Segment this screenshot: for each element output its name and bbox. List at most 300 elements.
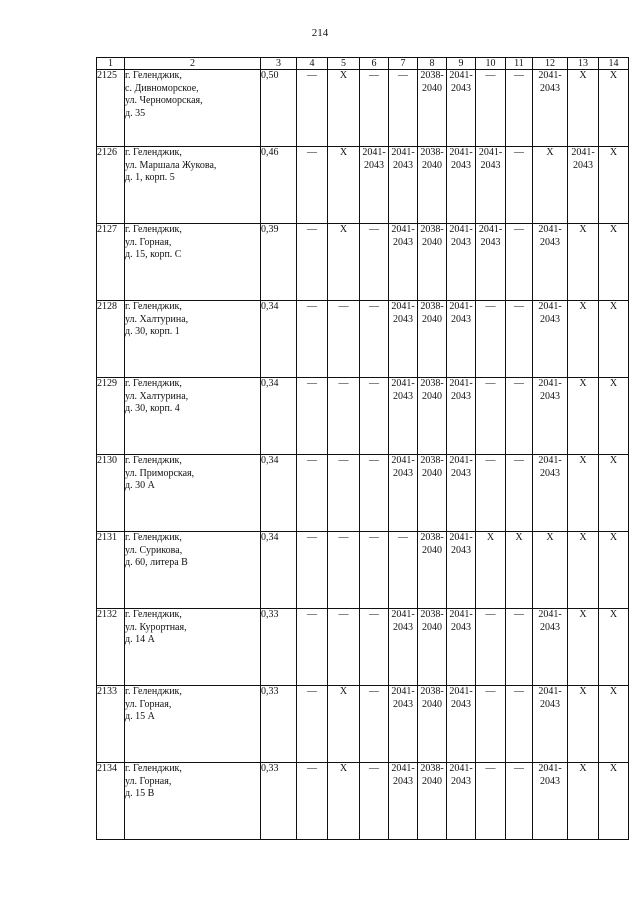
cell-text: —: [369, 224, 379, 235]
cell-text: X: [546, 532, 554, 543]
address-cell: [125, 763, 261, 840]
cell-text: —: [514, 224, 524, 235]
address-line: г. Геленджик,: [125, 70, 182, 81]
cell-text: —: [514, 70, 524, 81]
column-8-cell: [418, 70, 447, 147]
column-5-cell: [328, 147, 360, 224]
cell-text: X: [609, 301, 618, 312]
header-cell: 7: [389, 58, 418, 70]
cell-text: 2038-: [420, 686, 444, 697]
address-cell: [125, 455, 261, 532]
column-4-cell: [297, 455, 328, 532]
cell-text: —: [398, 532, 408, 543]
cell-text: 2043: [540, 313, 560, 325]
column-13-cell: [568, 686, 599, 763]
cell-text: 2041-: [391, 763, 415, 774]
header-row: [97, 58, 629, 70]
table-row: [97, 763, 629, 840]
column-11-cell: [506, 224, 533, 301]
cell-text: 2040: [422, 775, 442, 787]
column-11-cell: [506, 686, 533, 763]
column-12-cell: [533, 686, 568, 763]
cell-text: —: [485, 455, 496, 466]
cell-text: 2043: [451, 313, 471, 325]
address-line: г. Геленджик,: [125, 763, 182, 774]
column-8-cell: [418, 763, 447, 840]
cell-text: 2040: [422, 159, 442, 171]
column-6-cell: [360, 532, 389, 609]
cell-text: 2041-: [391, 301, 415, 312]
cell-text: 2043: [451, 621, 471, 633]
address-cell: [125, 378, 261, 455]
address-cell: [125, 609, 261, 686]
cell-text: —: [338, 455, 349, 466]
address-line: ул. Сурикова,: [125, 544, 183, 556]
column-8-cell: [418, 378, 447, 455]
address-line: г. Геленджик,: [125, 609, 182, 620]
table-row: [97, 378, 629, 455]
cell-text: X: [579, 301, 587, 312]
address-line: г. Геленджик,: [125, 147, 182, 158]
column-5-cell: [328, 224, 360, 301]
value-cell: 0,34: [261, 455, 297, 532]
address-line: ул. Халтурина,: [125, 313, 189, 325]
table-row: [97, 455, 629, 532]
column-7-cell: [389, 224, 418, 301]
cell-text: 2041-: [478, 147, 503, 158]
cell-text: 2041-: [449, 532, 473, 543]
cell-text: 2043: [540, 82, 560, 94]
address-line: г. Геленджик,: [125, 224, 182, 235]
column-4-cell: [297, 70, 328, 147]
column-6-cell: [360, 609, 389, 686]
cell-text: 2043: [451, 775, 471, 787]
cell-text: —: [369, 763, 379, 774]
column-9-cell: [447, 224, 476, 301]
column-11-cell: [506, 455, 533, 532]
cell-text: —: [307, 609, 317, 620]
value-cell: 0,33: [261, 763, 297, 840]
cell-text: X: [609, 147, 618, 158]
column-9-cell: [447, 455, 476, 532]
column-12-cell: [533, 532, 568, 609]
cell-text: 2043: [451, 159, 471, 171]
cell-text: 2043: [393, 621, 413, 633]
row-number-cell: 2127: [97, 224, 125, 301]
cell-text: —: [514, 763, 524, 774]
cell-text: —: [307, 686, 317, 697]
cell-text: 2041-: [449, 378, 473, 389]
column-12-cell: [533, 455, 568, 532]
column-8-cell: [418, 301, 447, 378]
cell-text: 2041-: [391, 224, 415, 235]
address-line: д. 60, литера В: [125, 557, 188, 568]
column-10-cell: [476, 301, 506, 378]
value-cell: 0,46: [261, 147, 297, 224]
cell-text: X: [579, 224, 587, 235]
row-number-cell: 2128: [97, 301, 125, 378]
column-9-cell: [447, 147, 476, 224]
column-5-cell: [328, 455, 360, 532]
column-10-cell: [476, 378, 506, 455]
cell-text: —: [307, 70, 317, 81]
column-9-cell: [447, 532, 476, 609]
cell-text: 2040: [422, 544, 442, 556]
cell-text: 2043: [540, 467, 560, 479]
cell-text: X: [609, 70, 618, 81]
cell-text: 2038-: [420, 224, 444, 235]
address-line: ул. Горная,: [125, 236, 172, 248]
value-cell: 0,50: [261, 70, 297, 147]
row-number-cell: 2132: [97, 609, 125, 686]
column-13-cell: [568, 532, 599, 609]
column-4-cell: [297, 378, 328, 455]
header-cell: 12: [533, 58, 568, 70]
cell-text: —: [307, 224, 317, 235]
column-7-cell: [389, 609, 418, 686]
cell-text: 2043: [540, 236, 560, 248]
cell-text: —: [369, 609, 379, 620]
column-14-cell: [599, 532, 629, 609]
address-line: ул. Маршала Жукова,: [125, 159, 217, 171]
header-cell: 3: [261, 58, 297, 70]
cell-text: 2043: [540, 698, 560, 710]
cell-text: 2043: [364, 159, 384, 171]
column-4-cell: [297, 147, 328, 224]
column-5-cell: [328, 378, 360, 455]
column-10-cell: [476, 147, 506, 224]
column-7-cell: [389, 70, 418, 147]
cell-text: 2041-: [391, 609, 415, 620]
cell-text: —: [369, 301, 379, 312]
column-7-cell: [389, 301, 418, 378]
column-13-cell: [568, 301, 599, 378]
value-cell: 0,33: [261, 609, 297, 686]
column-10-cell: [476, 455, 506, 532]
column-14-cell: [599, 763, 629, 840]
cell-text: —: [369, 532, 379, 543]
column-13-cell: [568, 147, 599, 224]
column-11-cell: [506, 609, 533, 686]
cell-text: 2038-: [420, 532, 444, 543]
cell-text: —: [485, 609, 496, 620]
column-14-cell: [599, 70, 629, 147]
cell-text: 2040: [422, 82, 442, 94]
cell-text: X: [609, 532, 618, 543]
cell-text: 2038-: [420, 378, 444, 389]
table-row: [97, 224, 629, 301]
address-line: д. 15 А: [125, 711, 155, 722]
column-9-cell: [447, 609, 476, 686]
header-cell: 13: [568, 58, 599, 70]
table-row: [97, 70, 629, 147]
cell-text: 2038-: [420, 147, 444, 158]
cell-text: —: [307, 532, 317, 543]
cell-text: 2041-: [538, 455, 562, 466]
cell-text: 2043: [540, 621, 560, 633]
header-cell: 11: [506, 58, 533, 70]
row-number-cell: 2125: [97, 70, 125, 147]
cell-text: X: [339, 224, 348, 235]
column-10-cell: [476, 609, 506, 686]
address-cell: [125, 532, 261, 609]
cell-text: X: [609, 763, 618, 774]
cell-text: —: [398, 70, 408, 81]
column-5-cell: [328, 301, 360, 378]
column-10-cell: [476, 686, 506, 763]
column-12-cell: [533, 763, 568, 840]
column-4-cell: [297, 763, 328, 840]
cell-text: 2038-: [420, 609, 444, 620]
column-6-cell: [360, 301, 389, 378]
column-5-cell: [328, 686, 360, 763]
cell-text: 2041-: [449, 147, 473, 158]
address-line: ул. Халтурина,: [125, 390, 189, 402]
column-8-cell: [418, 147, 447, 224]
column-14-cell: [599, 378, 629, 455]
column-14-cell: [599, 455, 629, 532]
address-line: д. 1, корп. 5: [125, 172, 175, 183]
address-line: г. Геленджик,: [125, 301, 182, 312]
cell-text: —: [514, 147, 524, 158]
value-cell: 0,34: [261, 378, 297, 455]
cell-text: —: [369, 686, 379, 697]
column-9-cell: [447, 70, 476, 147]
cell-text: 2040: [422, 390, 442, 402]
address-line: ул. Горная,: [125, 698, 172, 710]
cell-text: 2040: [422, 313, 442, 325]
column-5-cell: [328, 532, 360, 609]
address-line: ул. Курортная,: [125, 621, 187, 633]
column-11-cell: [506, 70, 533, 147]
header-cell: 8: [418, 58, 447, 70]
address-line: с. Дивноморское,: [125, 82, 199, 94]
column-10-cell: [476, 763, 506, 840]
column-6-cell: [360, 686, 389, 763]
cell-text: 2043: [451, 698, 471, 710]
cell-text: —: [307, 301, 317, 312]
cell-text: —: [307, 378, 317, 389]
cell-text: 2038-: [420, 70, 444, 81]
column-11-cell: [506, 763, 533, 840]
cell-text: 2043: [393, 467, 413, 479]
column-12-cell: [533, 70, 568, 147]
column-4-cell: [297, 224, 328, 301]
address-line: д. 14 А: [125, 634, 155, 645]
header-cell: 2: [125, 58, 261, 70]
column-12-cell: [533, 378, 568, 455]
cell-text: X: [339, 70, 348, 81]
row-number-cell: 2130: [97, 455, 125, 532]
cell-text: 2041-: [391, 378, 415, 389]
cell-text: 2043: [393, 159, 413, 171]
table-row: [97, 686, 629, 763]
column-8-cell: [418, 609, 447, 686]
cell-text: X: [486, 532, 495, 543]
address-line: г. Геленджик,: [125, 378, 182, 389]
row-number-cell: 2131: [97, 532, 125, 609]
cell-text: 2038-: [420, 455, 444, 466]
cell-text: 2041-: [478, 224, 503, 235]
cell-text: —: [338, 609, 349, 620]
column-6-cell: [360, 224, 389, 301]
column-6-cell: [360, 70, 389, 147]
cell-text: 2041-: [449, 609, 473, 620]
cell-text: 2040: [422, 698, 442, 710]
row-number-cell: 2126: [97, 147, 125, 224]
table-row: [97, 147, 629, 224]
cell-text: 2043: [393, 698, 413, 710]
column-5-cell: [328, 70, 360, 147]
column-10-cell: [476, 224, 506, 301]
column-13-cell: [568, 224, 599, 301]
column-14-cell: [599, 224, 629, 301]
header-cell: 9: [447, 58, 476, 70]
cell-text: 2043: [393, 313, 413, 325]
address-line: д. 30 А: [125, 480, 155, 491]
register-table: [96, 57, 629, 840]
cell-text: X: [609, 224, 618, 235]
cell-text: —: [307, 763, 317, 774]
cell-text: X: [609, 455, 618, 466]
address-line: д. 35: [125, 107, 146, 119]
cell-text: 2041-: [449, 686, 473, 697]
cell-text: 2041-: [538, 301, 562, 312]
column-7-cell: [389, 686, 418, 763]
column-7-cell: [389, 147, 418, 224]
column-14-cell: [599, 301, 629, 378]
cell-text: 2043: [480, 159, 501, 171]
address-line: д. 30, корп. 4: [125, 403, 180, 414]
cell-text: 2041-: [538, 70, 562, 81]
header-cell: 1: [97, 58, 125, 70]
column-4-cell: [297, 609, 328, 686]
cell-text: 2041-: [538, 763, 562, 774]
column-13-cell: [568, 609, 599, 686]
value-cell: 0,34: [261, 532, 297, 609]
column-12-cell: [533, 609, 568, 686]
column-6-cell: [360, 455, 389, 532]
address-cell: [125, 70, 261, 147]
cell-text: 2043: [393, 775, 413, 787]
page-number: 214: [311, 27, 329, 39]
cell-text: —: [369, 70, 379, 81]
cell-text: X: [609, 378, 618, 389]
cell-text: 2043: [451, 82, 471, 94]
cell-text: X: [515, 532, 523, 543]
cell-text: 2043: [393, 236, 413, 248]
cell-text: 2038-: [420, 763, 444, 774]
cell-text: 2043: [540, 775, 560, 787]
cell-text: 2041-: [571, 147, 595, 158]
cell-text: 2041-: [391, 455, 415, 466]
value-cell: 0,39: [261, 224, 297, 301]
cell-text: 2041-: [449, 301, 473, 312]
cell-text: —: [369, 455, 379, 466]
cell-text: 2041-: [538, 686, 562, 697]
cell-text: —: [514, 609, 524, 620]
address-cell: [125, 686, 261, 763]
cell-text: X: [579, 763, 587, 774]
table-row: [97, 301, 629, 378]
cell-text: 2040: [422, 621, 442, 633]
cell-text: —: [338, 378, 349, 389]
cell-text: X: [579, 609, 587, 620]
cell-text: 2041-: [449, 455, 473, 466]
cell-text: X: [339, 147, 348, 158]
cell-text: X: [339, 686, 348, 697]
cell-text: 2043: [451, 467, 471, 479]
cell-text: —: [514, 378, 524, 389]
column-11-cell: [506, 147, 533, 224]
cell-text: 2041-: [391, 686, 415, 697]
column-8-cell: [418, 686, 447, 763]
address-line: г. Геленджик,: [125, 532, 182, 543]
column-5-cell: [328, 609, 360, 686]
column-9-cell: [447, 378, 476, 455]
column-14-cell: [599, 609, 629, 686]
cell-text: 2043: [540, 390, 560, 402]
column-14-cell: [599, 147, 629, 224]
cell-text: 2041-: [538, 378, 562, 389]
cell-text: X: [579, 686, 587, 697]
cell-text: X: [609, 686, 618, 697]
cell-text: —: [338, 301, 349, 312]
table-row: [97, 609, 629, 686]
cell-text: X: [609, 609, 618, 620]
cell-text: —: [485, 378, 496, 389]
header-cell: 10: [476, 58, 506, 70]
row-number-cell: 2129: [97, 378, 125, 455]
column-4-cell: [297, 301, 328, 378]
cell-text: 2041-: [362, 147, 386, 158]
cell-text: —: [485, 763, 496, 774]
row-number-cell: 2134: [97, 763, 125, 840]
cell-text: 2038-: [420, 301, 444, 312]
cell-text: —: [369, 378, 379, 389]
cell-text: —: [514, 301, 524, 312]
column-9-cell: [447, 763, 476, 840]
column-10-cell: [476, 532, 506, 609]
cell-text: —: [485, 70, 496, 81]
column-11-cell: [506, 378, 533, 455]
address-cell: [125, 224, 261, 301]
cell-text: 2043: [451, 544, 471, 556]
cell-text: X: [579, 378, 587, 389]
table-body: [97, 70, 629, 840]
column-5-cell: [328, 763, 360, 840]
column-9-cell: [447, 686, 476, 763]
cell-text: —: [485, 301, 496, 312]
column-7-cell: [389, 532, 418, 609]
address-line: ул. Приморская,: [125, 467, 195, 479]
header-cell: 4: [297, 58, 328, 70]
cell-text: —: [307, 455, 317, 466]
cell-text: 2043: [480, 236, 501, 248]
address-line: д. 30, корп. 1: [125, 326, 180, 337]
column-8-cell: [418, 532, 447, 609]
column-4-cell: [297, 686, 328, 763]
column-9-cell: [447, 301, 476, 378]
header-cell: 14: [599, 58, 629, 70]
column-6-cell: [360, 763, 389, 840]
column-7-cell: [389, 763, 418, 840]
column-6-cell: [360, 378, 389, 455]
column-12-cell: [533, 147, 568, 224]
cell-text: 2043: [573, 159, 593, 171]
cell-text: 2041-: [449, 224, 473, 235]
cell-text: —: [307, 147, 317, 158]
